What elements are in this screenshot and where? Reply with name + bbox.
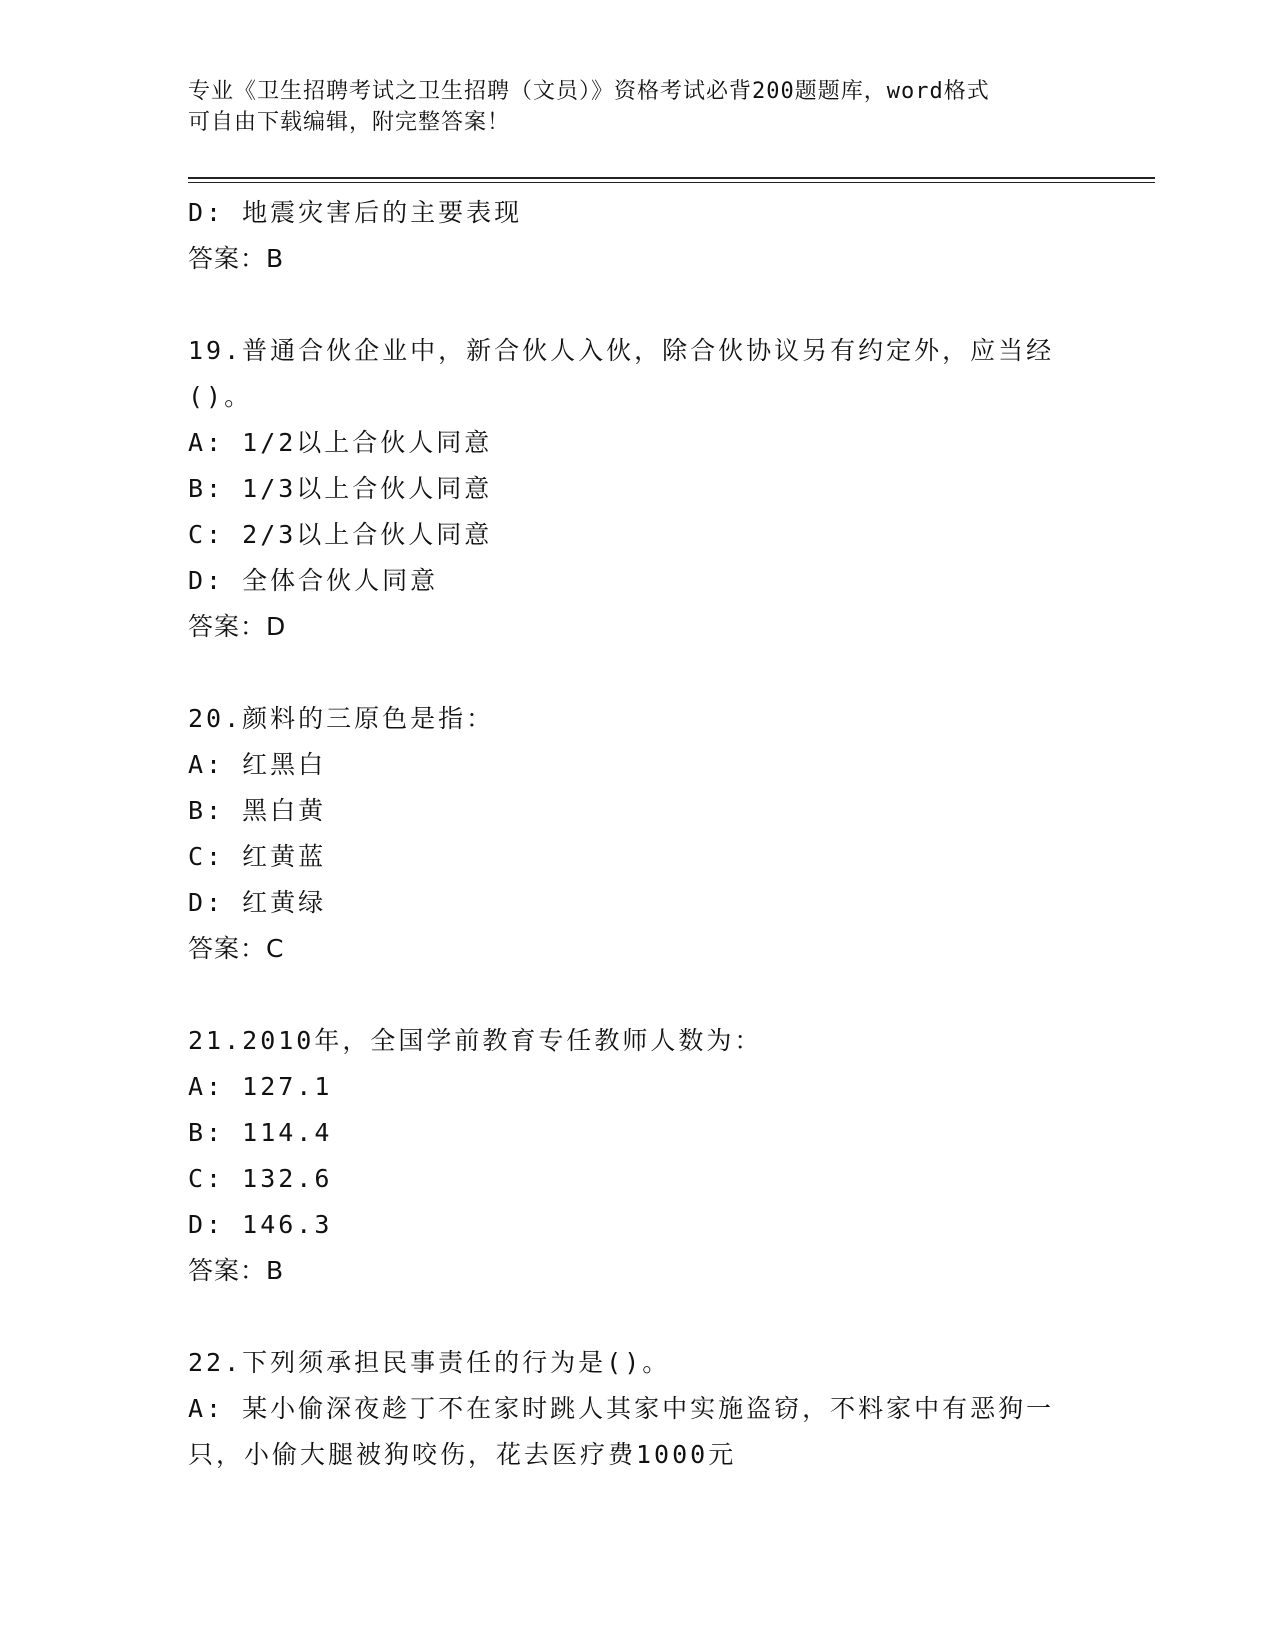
spacer bbox=[188, 282, 1088, 328]
option-a: A: 红黑白 bbox=[188, 750, 327, 779]
option-c: C: 红黄蓝 bbox=[188, 842, 327, 871]
question-list bbox=[188, 190, 1088, 1478]
option-d: D: 146.3 bbox=[188, 1210, 333, 1239]
option-a: A: 127.1 bbox=[188, 1072, 333, 1101]
option-b: B: 黑白黄 bbox=[188, 796, 327, 825]
document-header bbox=[188, 76, 1068, 138]
answer-line: 答案：B bbox=[188, 244, 285, 273]
spacer bbox=[188, 972, 1088, 1018]
question-stem: 21.2010年，全国学前教育专任教师人数为： bbox=[188, 1026, 763, 1055]
question-stem: 20.颜料的三原色是指： bbox=[188, 704, 495, 733]
answer-line: 答案：D bbox=[188, 612, 287, 641]
option-d: D: 全体合伙人同意 bbox=[188, 566, 439, 595]
spacer bbox=[188, 650, 1088, 696]
answer-line: 答案：C bbox=[188, 934, 285, 963]
question-block bbox=[188, 1340, 1088, 1478]
option-a-continued: 只，小偷大腿被狗咬伤，花去医疗费1000元 bbox=[188, 1440, 737, 1469]
question-block bbox=[188, 328, 1088, 650]
option-b: B: 114.4 bbox=[188, 1118, 333, 1147]
option-d: D: 红黄绿 bbox=[188, 888, 327, 917]
option-a: A: 某小偷深夜趁丁不在家时跳人其家中实施盗窃，不料家中有恶狗一 bbox=[188, 1394, 1055, 1423]
spacer bbox=[188, 1294, 1088, 1340]
option-c: C: 132.6 bbox=[188, 1164, 333, 1193]
question-stem: 19.普通合伙企业中，新合伙人入伙，除合伙协议另有约定外，应当经 bbox=[188, 336, 1055, 365]
header-divider-thick bbox=[188, 177, 1155, 179]
header-line-1: 专业《卫生招聘考试之卫生招聘（文员）》资格考试必背200题题库，word格式 bbox=[188, 79, 990, 104]
question-block bbox=[188, 1018, 1088, 1294]
option-line: D: 地震灾害后的主要表现 bbox=[188, 198, 523, 227]
header-line-2: 可自由下载编辑，附完整答案！ bbox=[188, 110, 511, 135]
option-a: A: 1/2以上合伙人同意 bbox=[188, 428, 493, 457]
question-stem: 22.下列须承担民事责任的行为是()。 bbox=[188, 1348, 671, 1377]
question-block bbox=[188, 696, 1088, 972]
answer-line: 答案：B bbox=[188, 1256, 285, 1285]
question-stem-continued: ()。 bbox=[188, 382, 253, 411]
header-divider-thin bbox=[188, 182, 1155, 183]
option-c: C: 2/3以上合伙人同意 bbox=[188, 520, 493, 549]
option-b: B: 1/3以上合伙人同意 bbox=[188, 474, 493, 503]
question-block bbox=[188, 190, 1088, 282]
